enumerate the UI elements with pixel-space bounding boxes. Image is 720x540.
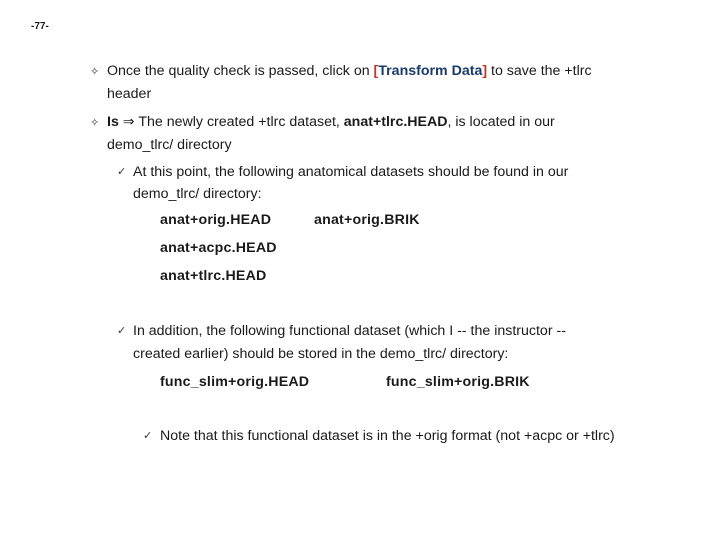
- item2-text-after: , is located in our: [447, 114, 555, 130]
- item2-text-before: The newly created +tlrc dataset,: [134, 114, 344, 130]
- item4-line1: In addition, the following functional dataset (which I -- the instructor --: [133, 323, 566, 339]
- file-anat-acpc-head: anat+acpc.HEAD: [160, 240, 277, 256]
- bracket-open: [: [373, 63, 379, 79]
- item5-text: Note that this functional dataset is in the +orig format (not +acpc or +tlrc): [160, 428, 615, 444]
- page-number: -77-: [31, 21, 49, 32]
- file-anat-orig-brik: anat+orig.BRIK: [314, 212, 420, 228]
- check-bullet-icon: ✓: [117, 325, 127, 337]
- item1-line2: header: [107, 86, 152, 102]
- file-func-slim-orig-brik: func_slim+orig.BRIK: [386, 374, 530, 390]
- item1-text-before: Once the quality check is passed, click on: [107, 63, 374, 79]
- check-bullet-icon: ✓: [117, 166, 127, 178]
- item2-line2: demo_tlrc/ directory: [107, 137, 232, 153]
- diamond-bullet-icon: ✧: [90, 66, 100, 78]
- transform-data-button-label: Transform Data: [378, 63, 483, 79]
- item1-text-after: to save the +tlrc: [487, 63, 592, 79]
- file-func-slim-orig-head: func_slim+orig.HEAD: [160, 374, 310, 390]
- file-anat-tlrc-head: anat+tlrc.HEAD: [160, 268, 267, 284]
- bracket-close: ]: [482, 63, 488, 79]
- check-bullet-icon: ✓: [143, 430, 153, 442]
- implies-arrow-icon: ⇒: [122, 114, 135, 130]
- item1-line1: [107, 62, 592, 80]
- item3-line1: At this point, the following anatomical datasets should be found in our: [133, 164, 569, 180]
- item2-dataset: anat+tlrc.HEAD: [343, 114, 448, 130]
- item2-line1: [107, 113, 555, 131]
- file-anat-orig-head: anat+orig.HEAD: [160, 212, 272, 228]
- item2-lead: Is: [107, 114, 123, 130]
- item4-line2: created earlier) should be stored in the demo_tlrc/ directory:: [133, 346, 509, 362]
- diamond-bullet-icon: ✧: [90, 117, 100, 129]
- item3-line2: demo_tlrc/ directory:: [133, 186, 262, 202]
